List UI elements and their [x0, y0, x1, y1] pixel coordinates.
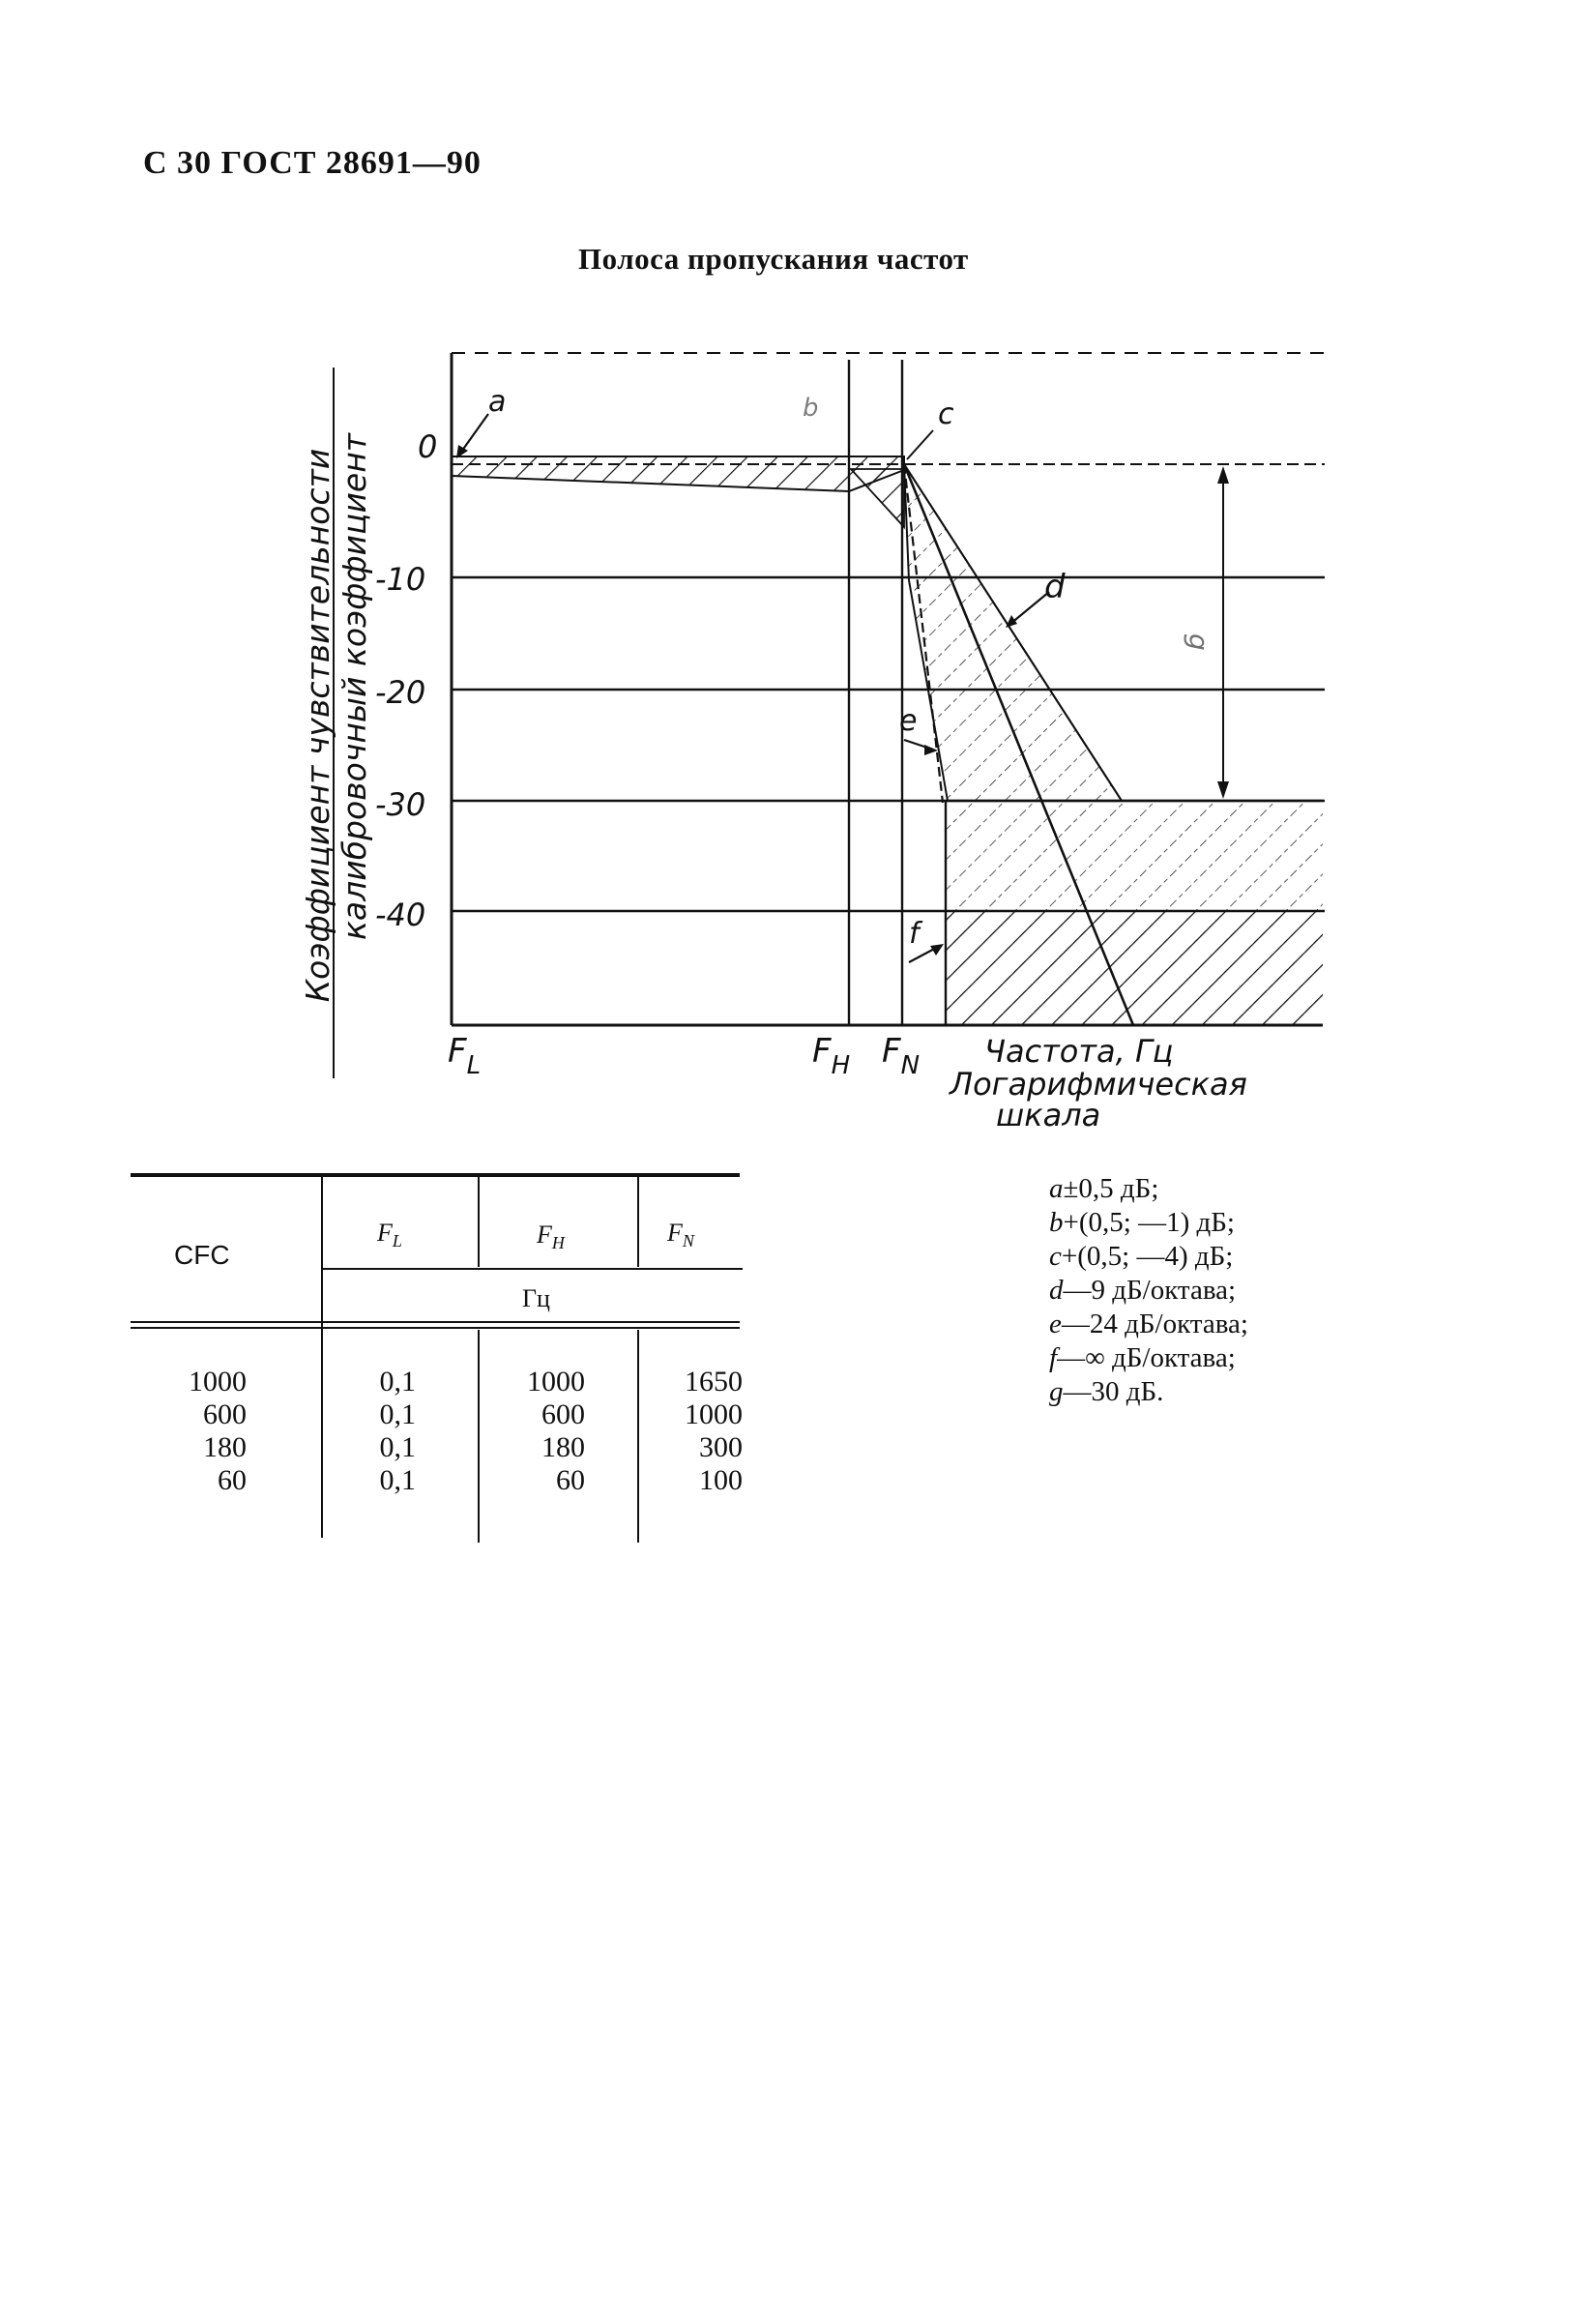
table-rules	[131, 1161, 745, 1557]
cell-fn: 300	[699, 1431, 743, 1463]
y-tick-0: 0	[418, 428, 438, 465]
pointer-d	[1010, 592, 1049, 624]
cell-cfc: 180	[203, 1431, 247, 1463]
curve-letter-a: a	[488, 385, 507, 419]
curve-letter-b: b	[803, 394, 819, 423]
y-tick-20: -20	[375, 674, 426, 711]
cell-fn: 1000	[685, 1398, 743, 1430]
x-marker-fl: $F_L$	[448, 1032, 482, 1080]
legend-item: g—30 дБ.	[1049, 1376, 1164, 1407]
y-axis-label-line2: калибровочный коэффициент	[336, 432, 373, 941]
cell-fh: 600	[541, 1398, 585, 1430]
legend-item: f—∞ дБ/октава;	[1049, 1342, 1236, 1373]
cell-fl: 0,1	[379, 1431, 416, 1463]
frequency-response-figure	[0, 0, 1579, 1161]
passband-tolerance-band	[452, 456, 904, 491]
cell-fh: 180	[541, 1431, 585, 1463]
col-header-cfc: CFC	[174, 1240, 230, 1270]
x-axis-label-line3: шкала	[996, 1097, 1101, 1133]
legend-item: c+(0,5; —4) дБ;	[1049, 1241, 1234, 1272]
transition-band-c	[851, 469, 904, 527]
cell-cfc: 60	[218, 1464, 247, 1496]
y-tick-10: -10	[375, 561, 426, 598]
g-arrow-top	[1217, 466, 1229, 484]
x-marker-fn: $F_N$	[882, 1032, 921, 1080]
figure-title: Полоса пропускания частот	[578, 242, 969, 276]
pointer-c	[907, 430, 933, 459]
table-row	[131, 1398, 745, 1431]
y-tick-40: -40	[375, 897, 426, 933]
table-row	[131, 1366, 745, 1398]
col-header-fn: $F_N$	[667, 1219, 694, 1251]
curve-letter-g: g	[1183, 633, 1214, 651]
cell-fl: 0,1	[379, 1366, 416, 1397]
cell-cfc: 1000	[189, 1366, 247, 1397]
y-tick-30: -30	[375, 786, 426, 823]
x-axis-label-line1: Частота, Гц	[984, 1033, 1174, 1070]
cell-fn: 1650	[685, 1366, 743, 1397]
cell-cfc: 600	[203, 1398, 247, 1430]
g-arrow-bottom	[1217, 781, 1229, 799]
curve-letter-c: c	[938, 397, 954, 431]
stopband-region-f	[946, 911, 1323, 1025]
pointer-d-head	[1006, 615, 1017, 628]
cell-fh: 60	[556, 1464, 585, 1496]
x-marker-fh: $F_H$	[812, 1032, 851, 1080]
y-axis-label-line1: Коэффициент чувствительности	[299, 448, 336, 1003]
legend-item: b+(0,5; —1) дБ;	[1049, 1207, 1235, 1238]
curve-letter-e: e	[899, 704, 918, 738]
cell-fn: 100	[699, 1464, 743, 1496]
legend-item: a±0,5 дБ;	[1049, 1173, 1159, 1204]
cell-fh: 1000	[527, 1366, 585, 1397]
x-axis-label-line2: Логарифмическая	[950, 1066, 1247, 1103]
unit-label: Гц	[522, 1284, 550, 1312]
table-row	[131, 1431, 745, 1464]
curve-letter-f: f	[909, 917, 920, 951]
curve-letter-d: d	[1044, 568, 1066, 606]
legend-item: e—24 дБ/октава;	[1049, 1309, 1248, 1339]
col-header-fl: $F_L$	[377, 1219, 402, 1251]
col-header-fh: $F_H$	[537, 1221, 565, 1253]
cell-fl: 0,1	[379, 1398, 416, 1430]
legend-item: d—9 дБ/октава;	[1049, 1275, 1237, 1306]
cell-fl: 0,1	[379, 1464, 416, 1496]
table-row	[131, 1464, 745, 1497]
page-header: С 30 ГОСТ 28691—90	[143, 145, 482, 181]
tolerance-legend	[1049, 1172, 1248, 1409]
